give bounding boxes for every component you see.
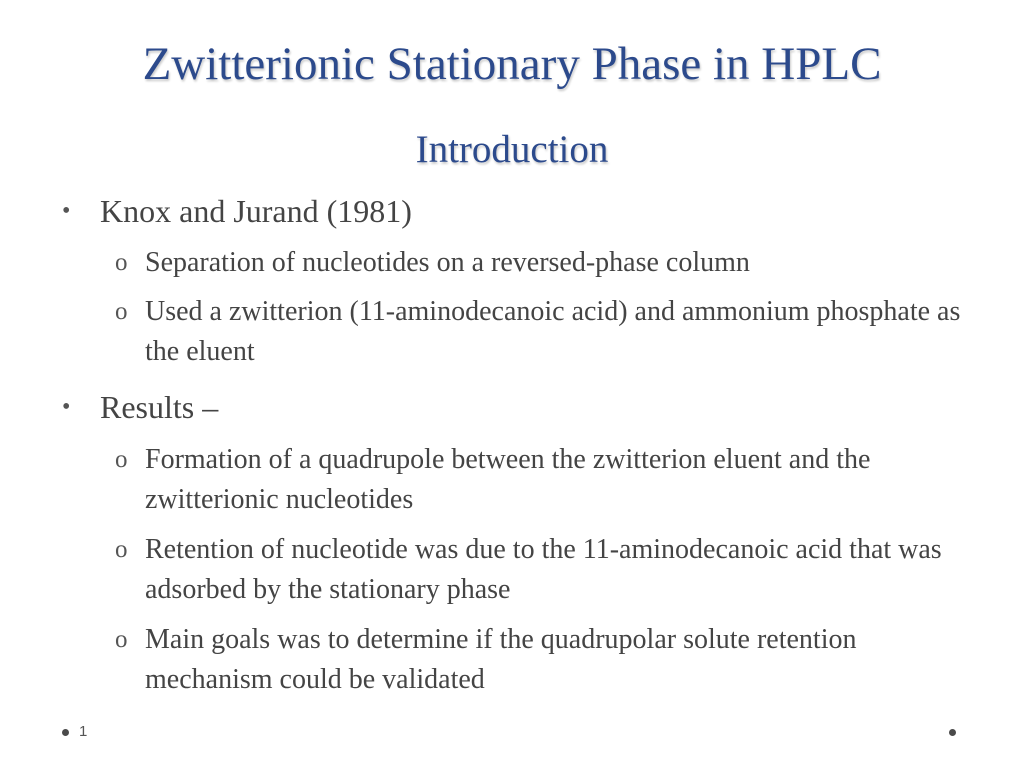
bullet-text: Results – xyxy=(100,389,219,425)
slide-title: Zwitterionic Stationary Phase in HPLC xyxy=(142,38,882,90)
sub-bullet-text: Used a zwitterion (11-aminodecanoic acid) and ammonium phosphate as the eluent xyxy=(145,296,961,367)
sub-bullet-marker: o xyxy=(115,536,128,563)
bullet-item xyxy=(62,191,412,231)
sub-bullet-text: Main goals was to determine if the quadrupolar solute retention mechanism could be validated xyxy=(145,624,857,695)
sub-bullet-marker: o xyxy=(115,249,128,276)
sub-bullet-item xyxy=(115,530,975,610)
sub-bullet-item xyxy=(115,243,975,283)
sub-bullet-marker: o xyxy=(115,446,128,473)
footer-left-dot-icon xyxy=(62,729,69,736)
sub-bullet-marker: o xyxy=(115,626,128,653)
sub-bullet-text: Formation of a quadrupole between the zwitterion eluent and the zwitterionic nucleotides xyxy=(145,444,871,515)
page-number: 1 xyxy=(79,723,88,740)
sub-bullet-text: Separation of nucleotides on a reversed-phase column xyxy=(145,247,750,278)
bullet-text: Knox and Jurand (1981) xyxy=(100,193,412,229)
sub-bullet-marker: o xyxy=(115,298,128,325)
sub-bullet-item xyxy=(115,440,975,520)
sub-bullet-item xyxy=(115,292,975,372)
sub-bullet-item xyxy=(115,620,975,700)
footer-right-dot-icon xyxy=(949,729,956,736)
bullet-marker: • xyxy=(62,198,71,224)
sub-bullet-text: Retention of nucleotide was due to the 11-aminodecanoic acid that was adsorbed by the stationary phase xyxy=(145,534,942,605)
bullet-item xyxy=(62,387,219,427)
bullet-marker: • xyxy=(62,394,71,420)
slide-subtitle: Introduction xyxy=(415,128,609,171)
